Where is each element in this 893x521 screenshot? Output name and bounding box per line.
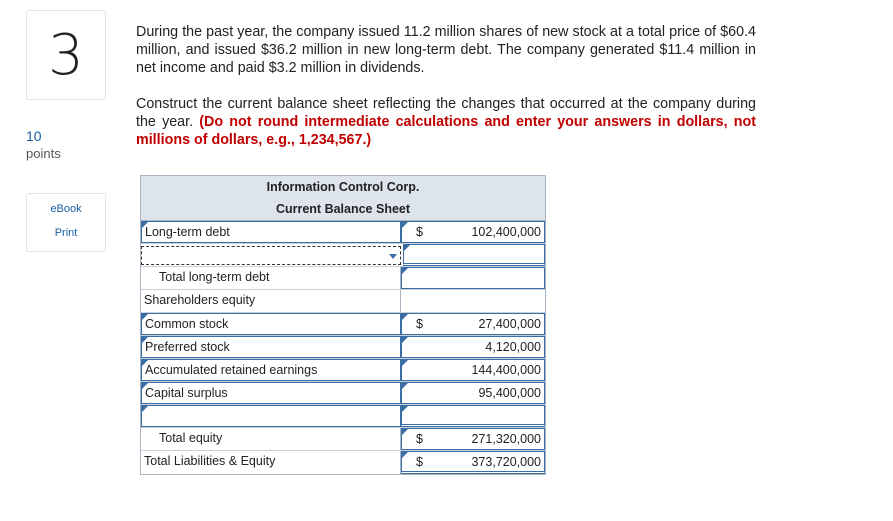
account-dropdown[interactable] — [141, 246, 401, 265]
shareholders-equity-label: Shareholders equity — [141, 290, 401, 312]
long-term-debt-value[interactable]: $ 102,400,000 — [401, 221, 545, 243]
preferred-stock-value[interactable]: 4,120,000 — [401, 336, 545, 358]
shareholders-equity-value — [401, 290, 545, 312]
question-number: 3 — [26, 10, 106, 100]
blank-equity-value[interactable] — [401, 405, 545, 427]
blank-value-input[interactable] — [403, 244, 545, 266]
total-long-term-debt-input[interactable] — [401, 267, 545, 289]
blank-equity-label[interactable] — [141, 405, 401, 427]
common-stock-label[interactable]: Common stock — [141, 313, 401, 335]
side-links — [26, 193, 106, 252]
total-long-term-debt-label: Total long-term debt — [141, 267, 401, 289]
sheet-title: Current Balance Sheet — [275, 202, 411, 216]
capital-surplus-value[interactable]: 95,400,000 — [401, 382, 545, 404]
row-long-term-debt — [141, 221, 545, 244]
question-text: During the past year, the company issued 11.2 million shares of new stock at a total price of $60.4 million, and issued $36.2 million in new long-term debt. The company generated $11.4 million in net income and paid $3.2 million in dividends. — [136, 24, 756, 76]
common-stock-value[interactable]: $ 27,400,000 — [401, 313, 545, 335]
instructions-text — [136, 95, 756, 149]
row-blank-dropdown — [141, 244, 545, 267]
chevron-down-icon — [389, 254, 397, 259]
total-equity-value[interactable]: $ 271,320,000 — [401, 428, 545, 450]
capital-surplus-label[interactable]: Capital surplus — [141, 382, 401, 404]
row-preferred-stock — [141, 336, 545, 359]
row-blank-equity — [141, 405, 545, 428]
row-capital-surplus — [141, 382, 545, 405]
print-link[interactable]: Print — [54, 227, 78, 239]
instructions-note: (Do not round intermediate calculations and enter your answers in dollars, not millions of dollars, e.g., 1,234,567.) — [136, 114, 756, 148]
preferred-stock-label[interactable]: Preferred stock — [141, 336, 401, 358]
long-term-debt-label[interactable]: Long-term debt — [141, 221, 401, 243]
currency-symbol: $ — [416, 317, 423, 331]
row-common-stock — [141, 313, 545, 336]
instructions-plain: Construct the current balance sheet reflecting the changes that occurred at the company during the year. — [136, 96, 756, 130]
points-block — [26, 128, 61, 162]
points-label: points — [26, 146, 61, 161]
row-total-liabilities-equity — [141, 451, 545, 474]
currency-symbol: $ — [416, 432, 423, 446]
total-equity-label: Total equity — [141, 428, 401, 450]
total-liabilities-equity-value[interactable]: $ 373,720,000 — [401, 451, 545, 474]
points-value: 10 — [26, 128, 42, 144]
total-liabilities-equity-label: Total Liabilities & Equity — [141, 451, 401, 474]
sheet-header — [141, 176, 545, 221]
row-total-long-term-debt — [141, 267, 545, 290]
ebook-link[interactable]: eBook — [50, 203, 82, 215]
row-shareholders-equity — [141, 290, 545, 313]
balance-sheet — [140, 175, 546, 475]
retained-earnings-value[interactable]: 144,400,000 — [401, 359, 545, 381]
retained-earnings-label[interactable]: Accumulated retained earnings — [141, 359, 401, 381]
company-name: Information Control Corp. — [266, 180, 420, 194]
currency-symbol: $ — [416, 225, 423, 239]
currency-symbol: $ — [416, 455, 423, 469]
row-retained-earnings — [141, 359, 545, 382]
row-total-equity — [141, 428, 545, 451]
